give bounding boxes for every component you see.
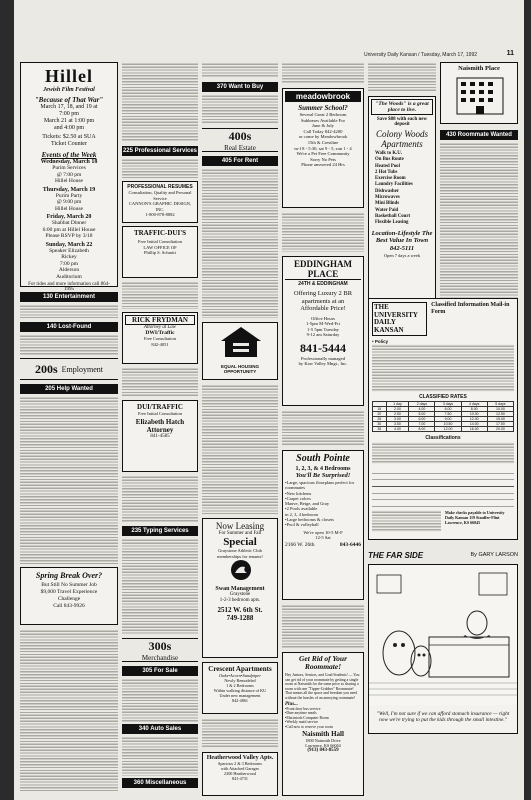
spring-break-ad bbox=[20, 567, 118, 625]
heatherwood-body: Spacious 2 & 3 Bedrooms with Attached Garages 2300 Heatherwood 841-4731 bbox=[218, 761, 262, 781]
column-2-listings-mid bbox=[122, 281, 198, 309]
hillel-event-3-desc: Shabbat Dinner 6:00 pm at Hillel House Please RSVP by 3/18 bbox=[42, 220, 96, 239]
now-leasing-special: Special bbox=[223, 536, 257, 548]
newspaper-page bbox=[14, 0, 524, 800]
column-2-listings-mid2 bbox=[122, 367, 198, 397]
section-235-listings bbox=[122, 538, 198, 634]
swan-management-name: Swan Management bbox=[215, 586, 265, 592]
now-leasing-desc: Graystone Athletic Club memberships for tenants! bbox=[217, 548, 263, 559]
resumes-body: Consultation, Quality and Personal Service CANNON'S GRAPHIC DESIGN, INC. 1-800-878-8882 bbox=[128, 190, 192, 217]
far-side-title: THE FAR SIDE bbox=[368, 550, 424, 560]
meadowbrook-ad bbox=[282, 88, 364, 208]
table-row: 25 3.00 6.00 9.00 12.00 15.00 bbox=[373, 417, 514, 422]
eddingham-title: EDDINGHAM PLACE bbox=[285, 259, 361, 280]
colony-woods-features: Walk to K.U. On Bus Route Heated Pool 2 Hot Tubs Exercise Room Laundry Facilities Dishwasher Microwaves Mini Blinds Water Paid Basketball Court Flexible Leasing bbox=[375, 151, 413, 226]
colony-woods-tagline: "The Woods" is a great place to live. bbox=[371, 99, 433, 115]
section-305-header: 305 For Sale bbox=[122, 666, 198, 676]
hillel-event-2-day: Thursday, March 19 bbox=[42, 186, 96, 193]
kansan-rates-title: CLASSIFIED RATES bbox=[419, 394, 467, 400]
table-row: 35 4.00 8.00 12.00 16.00 20.00 bbox=[373, 427, 514, 432]
resumes-title: PROFESSIONAL RESUMES bbox=[127, 184, 193, 190]
table-row: 30 3.50 7.00 10.50 14.00 17.50 bbox=[373, 422, 514, 427]
meadowbrook-body: Several Great 2 Bedroom Subleases Available For June & July Call Today 842-4200 or come by Meadowbrook 15th & Crestline m-f 8 - 5:30, sat 9 - 5, sun 1 - 4 We're a Pet Free Community Sorry No Pets Phone answered 24 Hrs bbox=[294, 112, 352, 168]
eddingham-hours: Office Hours 1-5pm M-Wed-Fri 1-5 5pm Tuesday 9-12 am Saturday bbox=[306, 315, 340, 338]
dui-traffic-role: Attorney bbox=[146, 426, 174, 434]
section-130-header: 130 Entertainment bbox=[20, 292, 118, 302]
now-leasing-title: Now Leasing bbox=[215, 521, 265, 531]
column-2-listings-top bbox=[122, 62, 198, 142]
column-4 bbox=[282, 62, 364, 792]
traffic-dui-title: TRAFFIC-DUI'S bbox=[133, 229, 187, 237]
south-pointe-contact bbox=[285, 542, 361, 548]
rick-frydman-line: DWI/Traffic bbox=[145, 330, 175, 336]
hillel-tickets: Tickets: $2.50 at SUA Ticket Counter bbox=[42, 134, 96, 147]
kansan-classifications-list bbox=[372, 442, 514, 464]
naismith-hall-phone: (913) 843-8559 bbox=[307, 748, 339, 754]
section-205-header: 205 Help Wanted bbox=[20, 384, 118, 394]
hillel-event-4-day: Sunday, March 22 bbox=[45, 241, 93, 248]
hillel-film: "Because of That War" bbox=[34, 96, 104, 104]
kansan-form-fields[interactable] bbox=[372, 467, 514, 507]
spring-break-body: But Still No Summer Job $9,000 Travel Experience Challenge Call 843-9926 bbox=[40, 582, 98, 609]
hillel-event-1-day: Wednesday, March 18 bbox=[40, 159, 98, 165]
kansan-form-subtitle: Classified Information Mail-in Form bbox=[431, 302, 510, 315]
masthead: University Daily Kansan / Tuesday, March 17, 1992 bbox=[364, 52, 478, 58]
roommate-body: Hey Juniors, Seniors, and Grad Students! — You can get rid of your roommate by getting a single room at Naismith for the same price as sharing a room with one "Tipper-Grabber" Roommate! That means all the space and freedom you need without the hassles of an annoying roommate! bbox=[285, 673, 360, 700]
colony-woods-location: Location-Lifestyle The Best Value In Town 842-5111 bbox=[371, 229, 433, 252]
kansan-form-footer bbox=[372, 510, 514, 532]
rick-frydman-sub: Attorney at Law bbox=[143, 325, 177, 330]
hillel-ad bbox=[20, 62, 118, 292]
traffic-dui-ad bbox=[122, 226, 198, 278]
column-4-listings-top bbox=[282, 62, 364, 84]
colony-woods-name: Colony Woods Apartments bbox=[376, 129, 428, 149]
roommate-ad bbox=[282, 652, 364, 796]
colony-woods-open: Open 7 days a week bbox=[383, 253, 421, 259]
rates-header-row: 1 day 2 days 3 days 4 days 5 days bbox=[373, 402, 514, 407]
column-4-listings-bottom bbox=[282, 604, 364, 648]
equal-housing-icon bbox=[205, 325, 277, 359]
column-3-listings-top bbox=[202, 62, 278, 78]
section-405-header: 405 For Rent bbox=[202, 156, 278, 166]
naismith-place-ad bbox=[440, 62, 518, 124]
section-130-listings bbox=[20, 304, 118, 318]
heatherwood-title: Heatherwood Valley Apts. bbox=[206, 755, 274, 761]
rick-frydman-ad bbox=[122, 312, 198, 364]
south-pointe-address: 2166 W. 26th bbox=[285, 542, 315, 549]
crescent-apartments-ad bbox=[202, 662, 278, 714]
naismith-hall-address: 1800 Naismith Drive Lawrence, KS 66044 bbox=[305, 738, 341, 749]
hillel-film-times: March 17, 18, and 19 at 7:00 pm March 21 at 1:00 pm and 4:00 pm bbox=[40, 104, 98, 131]
crescent-body: Newly Remodeled 1 & 2 Bedrooms Within walking distance of KU Under new management 842-4861 bbox=[213, 678, 267, 703]
cartoon-drawing-icon bbox=[369, 565, 517, 705]
now-leasing-ad bbox=[202, 518, 278, 658]
section-370-header: 370 Want to Buy bbox=[202, 82, 278, 92]
kansan-mailin-form bbox=[368, 298, 518, 540]
column-4-listings-mid bbox=[282, 212, 364, 252]
south-pointe-logo: South Pointe bbox=[296, 453, 350, 464]
kansan-mail-to: Make checks payable to University Daily Kansan 119 Stauffer-Flint Lawrence, KS 66045 bbox=[445, 510, 505, 525]
column-3-listings-low bbox=[202, 718, 278, 748]
heatherwood-ad bbox=[202, 752, 278, 796]
kansan-form-address-lines bbox=[372, 510, 441, 532]
kansan-classifications-title: Classifications bbox=[425, 435, 461, 441]
now-leasing-sub: For Summer and Fall bbox=[218, 531, 262, 536]
section-225-listings bbox=[122, 158, 198, 178]
hillel-event-2-desc: Purim Party @ 9:00 pm Hillel House bbox=[55, 192, 83, 212]
hillel-footer: For rides and more information call 864-1995 bbox=[28, 282, 110, 292]
south-pointe-ad bbox=[282, 450, 364, 600]
column-3 bbox=[202, 62, 278, 792]
building-icon bbox=[443, 72, 517, 116]
hillel-subtitle: Jewish Film Festival bbox=[43, 87, 95, 93]
roommate-plus-list: •Front door bus service •Dine anytime meals •Macintosh Computer Room •Weekly maid service •Call now to reserve your room bbox=[285, 706, 333, 729]
south-pointe-slogan: You'll Be Surprised! bbox=[295, 472, 351, 479]
column-4-listings-low bbox=[282, 410, 364, 446]
rick-frydman-body: Free Consultation 842-4051 bbox=[143, 336, 177, 347]
kansan-policy-title: • Policy bbox=[372, 339, 389, 344]
hillel-events-title: Events of the Week bbox=[41, 151, 97, 159]
far-side-header bbox=[368, 548, 518, 562]
professional-resumes-ad bbox=[122, 181, 198, 223]
south-pointe-beds: 1, 2, 3, & 4 Bedrooms bbox=[295, 466, 351, 472]
hillel-event-3-day: Friday, March 20 bbox=[46, 214, 92, 220]
eddingham-place-ad bbox=[282, 256, 364, 406]
section-140-header: 140 Lost-Found bbox=[20, 322, 118, 332]
column-2 bbox=[122, 62, 198, 792]
dui-traffic-name: Elizabeth Hatch bbox=[135, 418, 185, 426]
south-pointe-hours: We're open 10-5 M-F 12-5 Sat bbox=[303, 529, 343, 541]
section-430-header: 430 Roommate Wanted bbox=[440, 130, 518, 140]
colony-woods-deposit: Save $88 with each new deposit bbox=[376, 117, 428, 127]
column-3-listings-mid bbox=[202, 384, 278, 514]
section-360-header: 360 Miscellaneous bbox=[122, 778, 198, 788]
far-side-cartoon bbox=[368, 564, 518, 734]
far-side-caption: "Well, I'm not sure if we can afford stomach insurance — right now we're trying to put the kids through the small intestine." bbox=[376, 711, 510, 724]
column-2-listings-mid3 bbox=[122, 475, 198, 523]
crescent-sub: Oaks•Acorn•Sandpiper bbox=[219, 673, 261, 678]
dui-traffic-ad bbox=[122, 400, 198, 472]
naismith-hall-name: Naismith Hall bbox=[302, 730, 344, 739]
section-225-header: 225 Professional Services bbox=[122, 148, 198, 154]
colony-woods-ad bbox=[368, 96, 436, 318]
south-pointe-phone: 843-6446 bbox=[339, 542, 361, 549]
eddingham-body: Offering Luxury 2 BR apartments at an Affordable Price! bbox=[293, 290, 353, 312]
spring-break-title: Spring Break Over? bbox=[35, 571, 103, 580]
section-200-header: 200s Employment bbox=[20, 358, 118, 380]
meadowbrook-logo: meadowbrook bbox=[285, 91, 361, 102]
section-300-header: 300s Merchandise bbox=[122, 638, 198, 662]
section-400-header: 400s Real Estate bbox=[202, 128, 278, 152]
equal-housing-title: EQUAL HOUSING OPPORTUNITY bbox=[221, 364, 259, 374]
naismith-place-title: Naismith Place bbox=[458, 65, 500, 72]
column-5-listings-top bbox=[368, 62, 436, 92]
now-leasing-apts: Graystone 1-2-3 bedroom apts. bbox=[219, 592, 261, 603]
hillel-logo: Hillel bbox=[45, 66, 93, 86]
section-340-header: 340 Auto Sales bbox=[122, 724, 198, 734]
column-1 bbox=[20, 62, 118, 792]
eddingham-phone: 841-5444 bbox=[300, 340, 346, 355]
table-row: 20 2.50 5.00 7.50 10.00 12.50 bbox=[373, 412, 514, 417]
far-side-byline: By GARY LARSON bbox=[470, 552, 518, 558]
column-1-more-listings bbox=[20, 629, 118, 791]
crescent-title: Crescent Apartments bbox=[208, 665, 272, 673]
kansan-rates-table bbox=[372, 401, 514, 432]
kansan-policy-text bbox=[372, 344, 514, 392]
swan-logo-icon bbox=[205, 559, 277, 581]
dui-traffic-title: DUI/TRAFFIC bbox=[137, 403, 183, 411]
now-leasing-address: 2512 W. 6th St. 749-1288 bbox=[217, 606, 263, 622]
traffic-dui-body: Free Initial Consultation LAW OFFICE OF Phillip S. Schmitt bbox=[138, 239, 182, 255]
dui-traffic-phone: 841-4585 bbox=[150, 434, 170, 439]
hillel-event-1-desc: Purim Services @ 7:00 pm Hillel House bbox=[52, 165, 86, 184]
page-number: 11 bbox=[506, 50, 514, 57]
kansan-form-title: THE UNIVERSITY DAILY KANSAN bbox=[372, 302, 427, 336]
roommate-title: Get Rid of Your Roommate! bbox=[299, 654, 347, 671]
section-340-listings bbox=[122, 736, 198, 776]
section-405-listings bbox=[202, 168, 278, 318]
rick-frydman-title: RICK FRYDMAN bbox=[125, 315, 195, 325]
equal-housing-ad bbox=[202, 322, 278, 380]
section-370-listings bbox=[202, 94, 278, 124]
kansan-form-header bbox=[372, 302, 514, 336]
eddingham-managed: Professionally managed by Kaw Valley Mngt., Inc. bbox=[298, 355, 348, 367]
eddingham-sub: 24TH & EDDINGHAM bbox=[298, 281, 348, 287]
table-row: 15 2.00 4.00 6.00 8.00 10.00 bbox=[373, 407, 514, 412]
section-205-listings bbox=[20, 396, 118, 564]
dui-traffic-sub: Free Initial Consultation bbox=[138, 411, 182, 416]
section-235-header: 235 Typing Services bbox=[122, 526, 198, 536]
meadowbrook-title: Summer School? bbox=[298, 104, 348, 112]
south-pointe-features: •Large, spacious floorplans perfect for roommates •New kitchens •Carpet colors Mauve, Beige, and Gray •2 Pools available in 2, 3, 4 bedroom •Large bedrooms & closets •Pool & volleyball bbox=[285, 480, 355, 528]
section-305-listings bbox=[122, 678, 198, 722]
section-140-listings bbox=[20, 334, 118, 356]
section-430-listings bbox=[440, 142, 518, 312]
roommate-plus-title: Plus... bbox=[285, 701, 298, 707]
hillel-event-4-desc: Speaker Elizabeth Rickey 7:00 pm Alderson Auditorium bbox=[49, 247, 89, 280]
